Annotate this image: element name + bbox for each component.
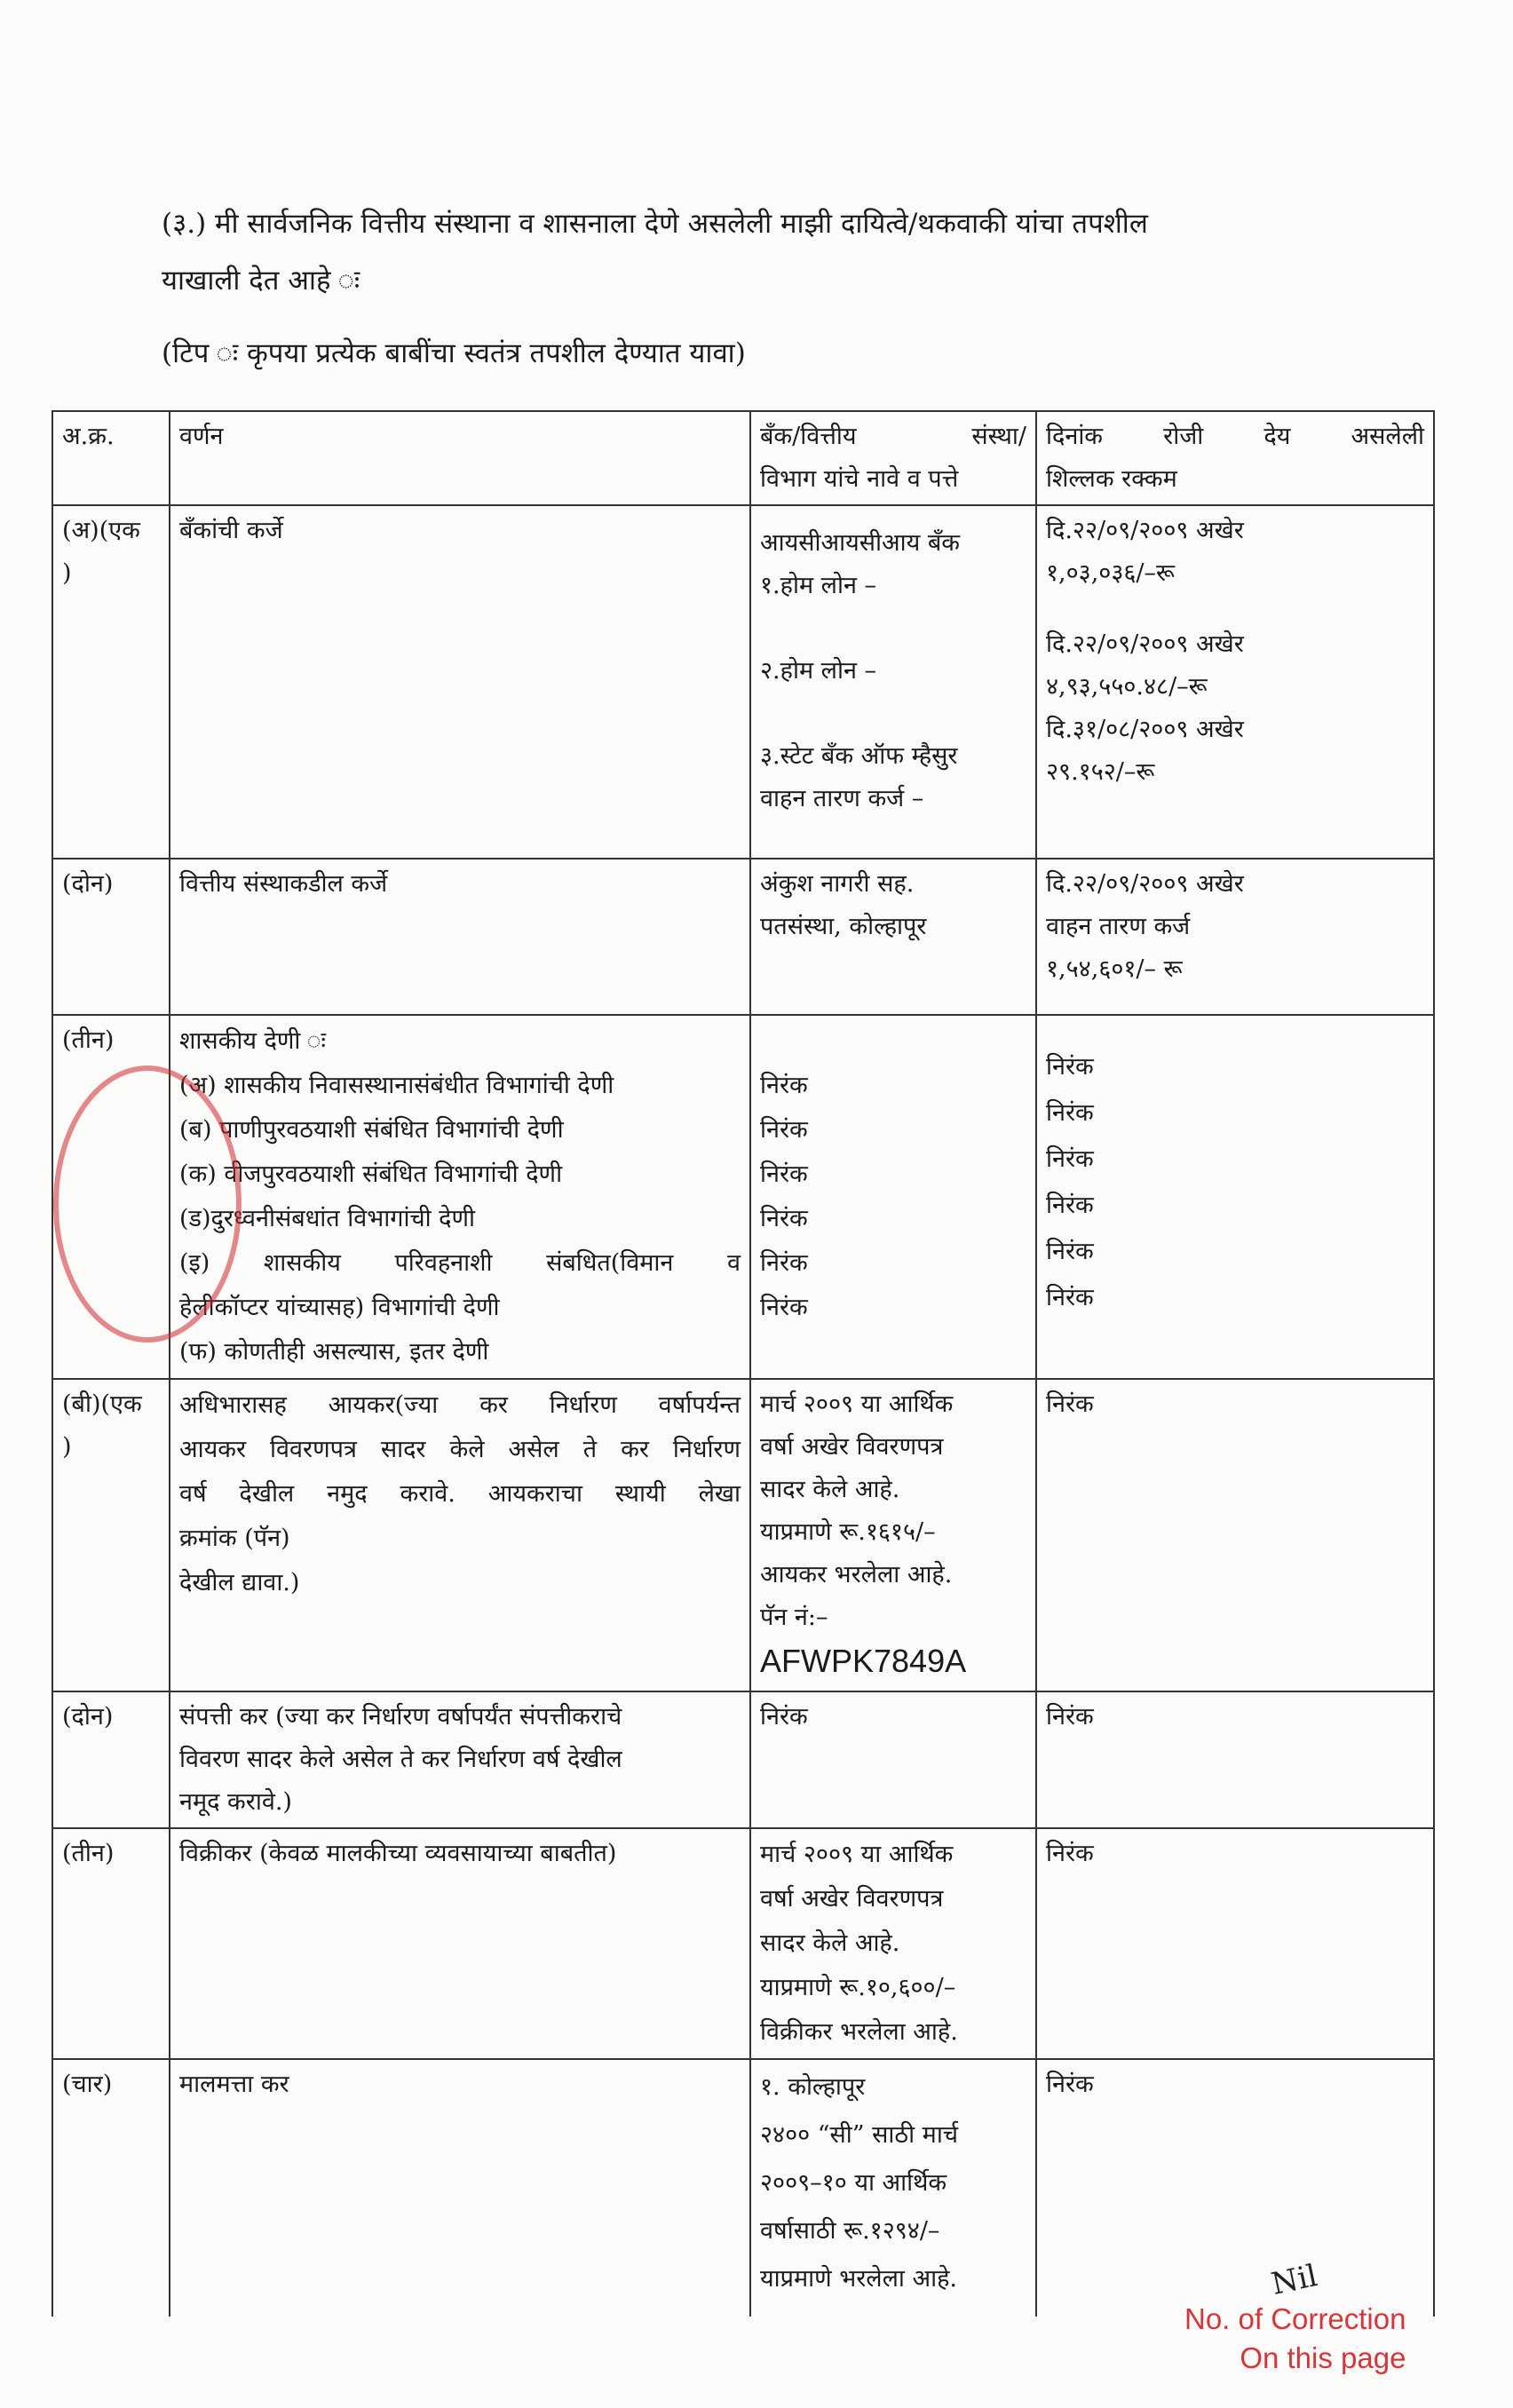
row-bank: आयसीआयसीआय बँक १.होम लोन – २.होम लोन – ३.स्टेट बँक ऑफ म्हैसुर वाहन तारण कर्ज – (750, 505, 1036, 859)
row-bank: अंकुश नागरी सह. पतसंस्था, कोल्हापूर (750, 859, 1036, 1015)
row-description: शासकीय देणी ः (अ) शासकीय निवासस्थानासंबंधीत विभागांची देणी (ब) पाणीपुरवठयाशी संबंधित विभागांची देणी (क) वीजपुरवठयाशी संबंधित विभागांची देणी (ड)दुरध्वनीसंबधांत विभागांची देणी (इ) शासकीय परिवहनाशी संबधित(विमान व हेलीकॉप्टर यांच्यासह) विभागांची देणी (फ) कोणतीही असल्यास, इतर देणी (170, 1015, 750, 1379)
row-description: अधिभारासह आयकर(ज्या कर निर्धारण वर्षापर्यन्त आयकर विवरणपत्र सादर केले असेल ते कर निर्धारण वर्ष देखील नमुद करावे. आयकराचा स्थायी लेखा क्रमांक (पॅन) देखील द्यावा.) (170, 1379, 750, 1691)
liabilities-table (51, 410, 1435, 2317)
row-bank: १. कोल्हापूर २४०० “सी” साठी मार्च २००९–१० या आर्थिक वर्षासाठी रू.१२९४/– याप्रमाणे भरलेला आहे. (750, 2059, 1036, 2317)
correction-stamp: No. of Correction On this page (1184, 2302, 1406, 2374)
header-description: वर्णन (170, 411, 750, 505)
row-bank: निरंक निरंक निरंक निरंक निरंक निरंक (750, 1015, 1036, 1379)
row-balance: निरंक (1036, 1828, 1434, 2059)
row-serial: (चार) (52, 2059, 170, 2317)
row-serial: (तीन) (52, 1015, 170, 1379)
pan-number: AFWPK7849A (760, 1643, 967, 1679)
section-heading: (३.) मी सार्वजनिक वित्तीय संस्थाना व शासनाला देणे असलेली माझी दायित्वे/थकवाकी यांचा तपशील (162, 208, 1148, 240)
row-description: विक्रीकर (केवळ मालकीच्या व्यवसायाच्या बाबतीत) (170, 1828, 750, 2059)
row-serial: (बी)(एक ) (52, 1379, 170, 1691)
row-serial: (अ)(एक ) (52, 505, 170, 859)
section-heading-cont: याखाली देत आहे ः (162, 265, 360, 297)
table-row (52, 505, 1434, 859)
header-bank: बँक/वित्तीय संस्था/ विभाग यांचे नावे व पत्ते (750, 411, 1036, 505)
row-balance: निरंक (1036, 1379, 1434, 1691)
row-serial: (दोन) (52, 859, 170, 1015)
row-balance: निरंक निरंक निरंक निरंक निरंक निरंक (1036, 1015, 1434, 1379)
header-serial: अ.क्र. (52, 411, 170, 505)
table-row (52, 1015, 1434, 1379)
table-row (52, 859, 1434, 1015)
table-header-row (52, 411, 1434, 505)
row-description: संपत्ती कर (ज्या कर निर्धारण वर्षापर्यंत संपत्तीकराचे विवरण सादर केले असेल ते कर निर्धारण वर्ष देखील नमूद करावे.) (170, 1691, 750, 1828)
table-row (52, 1379, 1434, 1691)
row-balance: निरंक (1036, 1691, 1434, 1828)
row-description: बँकांची कर्जे (170, 505, 750, 859)
section-note: (टिप ः कृपया प्रत्येक बाबींचा स्वतंत्र तपशील देण्यात यावा) (162, 337, 746, 369)
row-bank: निरंक (750, 1691, 1036, 1828)
table-row (52, 2059, 1434, 2317)
row-bank: मार्च २००९ या आर्थिक वर्षा अखेर विवरणपत्र सादर केले आहे. याप्रमाणे रू.१६१५/– आयकर भरलेला आहे. पॅन नं:– AFWPK7849A (750, 1379, 1036, 1691)
table-row (52, 1691, 1434, 1828)
row-balance: दि.२२/०९/२००९ अखेर १,०३,०३६/–रू दि.२२/०९/२००९ अखेर ४,९३,५५०.४८/–रू दि.३१/०८/२००९ अखेर २९.१५२/–रू (1036, 505, 1434, 859)
row-balance: दि.२२/०९/२००९ अखेर वाहन तारण कर्ज १,५४,६०१/– रू (1036, 859, 1434, 1015)
row-description: वित्तीय संस्थाकडील कर्जे (170, 859, 750, 1015)
row-description: मालमत्ता कर (170, 2059, 750, 2317)
header-balance: दिनांक रोजी देय असलेली शिल्लक रक्कम (1036, 411, 1434, 505)
nil-handwritten-mark: Nil (1268, 2258, 1321, 2302)
row-serial: (तीन) (52, 1828, 170, 2059)
row-balance: निरंक (1036, 2059, 1434, 2317)
row-bank: मार्च २००९ या आर्थिक वर्षा अखेर विवरणपत्र सादर केले आहे. याप्रमाणे रू.१०,६००/– विक्रीकर भरलेला आहे. (750, 1828, 1036, 2059)
row-serial: (दोन) (52, 1691, 170, 1828)
table-row (52, 1828, 1434, 2059)
